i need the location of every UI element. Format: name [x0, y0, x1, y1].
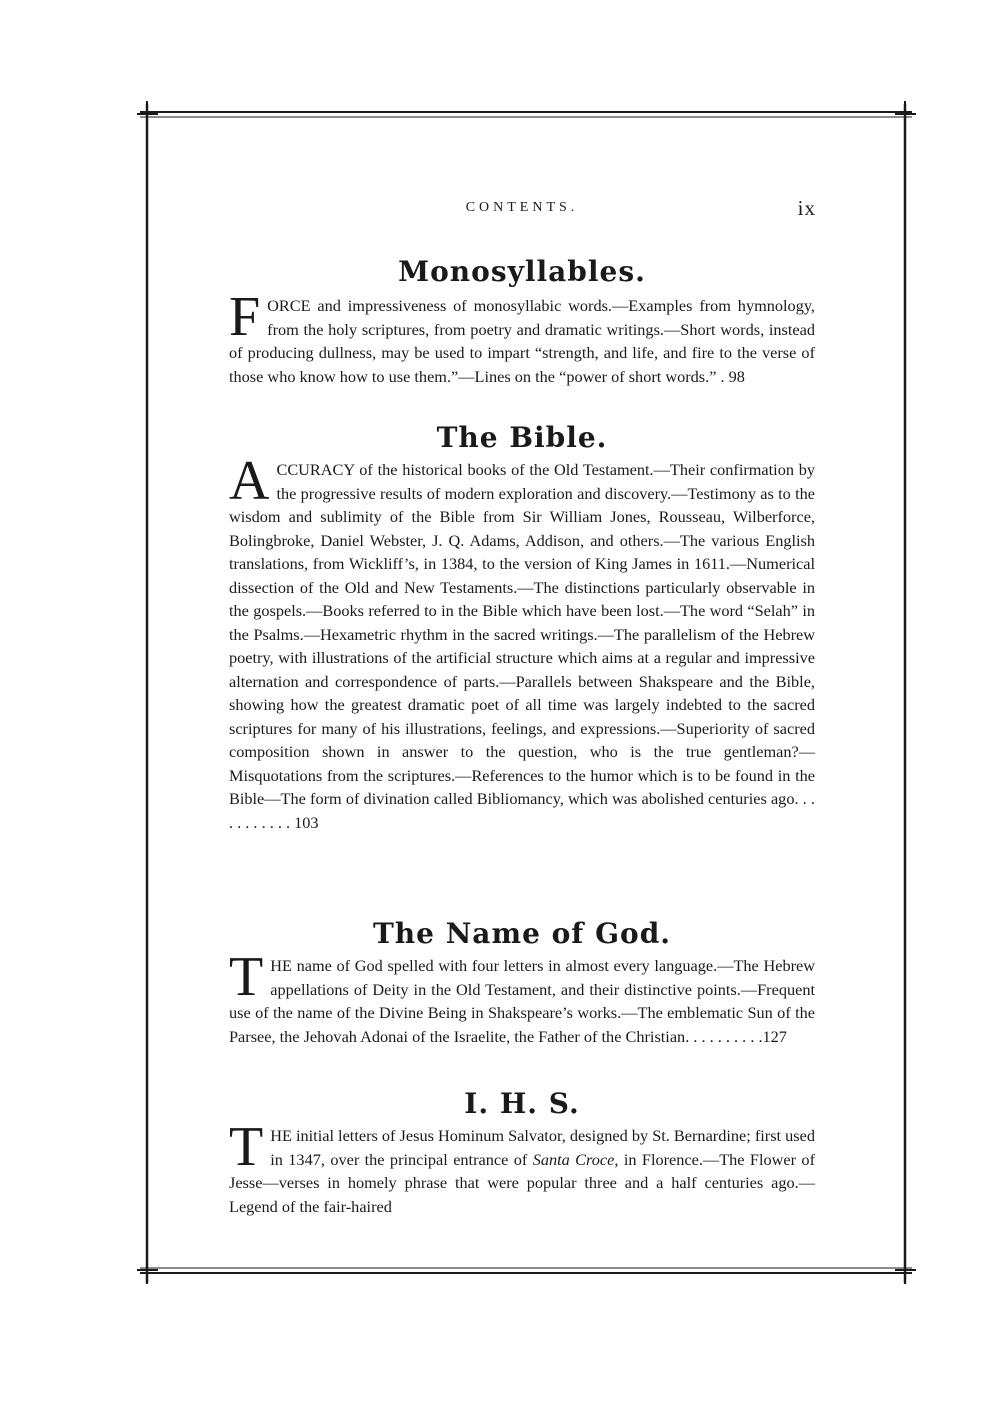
section-body	[229, 286, 815, 388]
drop-cap: T	[229, 1116, 264, 1178]
section-title: I. H. S.	[464, 1087, 580, 1120]
section-text-continued: , in Florence.—The Flower of Jesse—verses in homely phrase that were popular three and a half centuries ago.—Legend of the fair-haired	[229, 1149, 815, 1216]
section-title: Monosyllables.	[398, 255, 646, 288]
section-text: CCURACY of the historical books of the Old Testament.—Their confirmation by the progressive results of modern exploration and discovery.—Testimony as to the wisdom and sublimity of the Bible from Sir William Jones, Rousseau, Wilberforce, Bolingbroke, Daniel Webster, J. Q. Adams, Addison, and others.—The various English translations, from Wickliff’s, in 1384, to the version of King James in 1611.—Numerical dissection of the Old and New Testaments.—The distinctions particularly observable in the gospels.—Books referred to in the Bible which have been lost.—The word “Selah” in the Psalms.—Hexametric rhythm in the sacred writings.—The parallelism of the Hebrew poetry, with illustrations of the artificial structure which aims at a regular and impressive alternation and correspondence of parts.—Parallels between Shakspeare and the Bible, showing how the greatest dramatic poet of all time was largely indebted to the sacred scriptures for many of his illustrations, feelings, and expressions.—Superiority of sacred composition shown in answer to the question, who is the true gentleman?—Misquotations from the scriptures.—References to the humor which is to be found in the Bible—The form of divination called Bibliomancy, which was abolished centuries ago. . . . . . . . . . . 103	[229, 460, 815, 832]
section-name-of-god	[229, 916, 815, 1048]
section-title: The Bible.	[436, 421, 608, 454]
page-header	[228, 196, 816, 222]
italic-text: Santa Croce	[532, 1149, 615, 1169]
section-title: The Name of God.	[372, 917, 672, 950]
section-monosyllables	[229, 254, 815, 388]
drop-cap: F	[229, 286, 261, 348]
section-text: ORCE and impressiveness of monosyllabic words.—Examples from hymnology, from the holy scriptures, from poetry and dramatic writings.—Short words, instead of producing dullness, may be used to impart “strength, and life, and fire to the verse of those who know how to use them.”—Lines on the “power of short words.” . 98	[229, 296, 815, 386]
drop-cap: A	[229, 450, 270, 512]
drop-cap: T	[229, 946, 264, 1008]
section-text: HE name of God spelled with four letters in almost every language.—The Hebrew appellations of Deity in the Old Testament, and their distinctive points.—Frequent use of the name of the Divine Being in Shakspeare’s works.—The emblematic Sun of the Parsee, the Jehovah Adonai of the Israelite, the Father of the Christian. . . . . . . . . .127	[229, 956, 815, 1046]
section-the-bible	[229, 420, 815, 834]
section-body	[229, 450, 815, 834]
section-body	[229, 1116, 815, 1218]
section-ihs	[229, 1086, 815, 1218]
running-head: CONTENTS.	[465, 200, 579, 215]
page-number: ix	[797, 196, 816, 220]
section-body	[229, 946, 815, 1048]
section-text: HE initial letters of Jesus Hominum Salvator, designed by St. Bernardine; first used in 1347, over the principal entrance of	[270, 1126, 815, 1169]
